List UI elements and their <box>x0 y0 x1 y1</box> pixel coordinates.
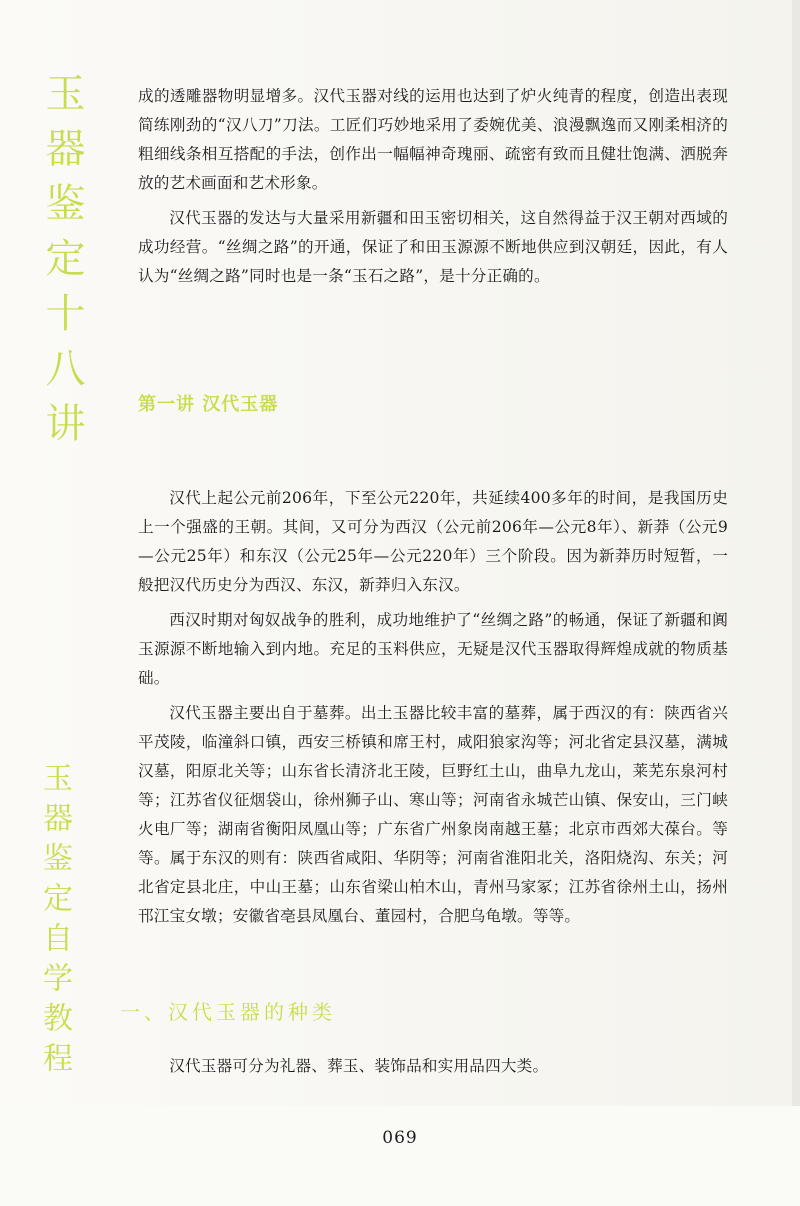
vertical-book-subtitle: 玉器鉴定自学教程 <box>37 762 72 1082</box>
vertical-book-title: 玉器鉴定十八讲 <box>39 72 85 457</box>
intro-text-block <box>138 82 728 297</box>
page-edge-shadow <box>792 0 800 1206</box>
page-number: 069 <box>382 1128 418 1148</box>
chapter-paragraph: 汉代玉器主要出自于墓葬。出土玉器比较丰富的墓葬，属于西汉的有：陕西省兴平茂陵，临潼斜口镇，西安三桥镇和席王村，咸阳狼家沟等；河北省定县汉墓，满城汉墓，阳原北关等；山东省长清济北王陵，巨野红土山，曲阜九龙山，莱芜东泉河村等；江苏省仪征烟袋山，徐州狮子山、寒山等；河南省永城芒山镇、保安山，三门峡火电厂等；湖南省衡阳凤凰山等；广东省广州象岗南越王墓；北京市西郊大葆台。等等。属于东汉的则有：陕西省咸阳、华阴等；河南省淮阳北关，洛阳烧沟、东关；河北省定县北庄，中山王墓；山东省梁山柏木山，青州马家冢；江苏省徐州土山，扬州邗江宝女墩；安徽省亳县凤凰台、董园村，合肥乌龟墩。等等。 <box>138 704 728 925</box>
section-heading: 一、汉代玉器的种类 <box>120 1000 336 1024</box>
chapter-paragraph: 汉代上起公元前206年，下至公元220年，共延续400多年的时间，是我国历史上一个强盛的王朝。其间，又可分为西汉（公元前206年—公元8年）、新莽（公元9—公元25年）和东汉（公元25年—公元220年）三个阶段。因为新莽历时短暂，一般把汉代历史分为西汉、东汉，新莽归入东汉。 <box>138 489 728 594</box>
intro-paragraph: 汉代玉器的发达与大量采用新疆和田玉密切相关，这自然得益于汉王朝对西域的成功经营。“丝绸之路”的开通，保证了和田玉源源不断地供应到汉朝廷，因此，有人认为“丝绸之路”同时也是一条“玉石之路”，是十分正确的。 <box>138 209 728 285</box>
chapter-text-block <box>138 484 728 937</box>
chapter-paragraph: 西汉时期对匈奴战争的胜利，成功地维护了“丝绸之路”的畅通，保证了新疆和阗玉源源不断地输入到内地。充足的玉料供应，无疑是汉代玉器取得辉煌成就的物质基础。 <box>138 611 728 687</box>
page-footer-area <box>0 1106 800 1206</box>
section-paragraph: 汉代玉器可分为礼器、葬玉、装饰品和实用品四大类。 <box>169 1057 549 1075</box>
intro-paragraph: 成的透雕器物明显增多。汉代玉器对线的运用也达到了炉火纯青的程度，创造出表现简练刚劲的“汉八刀”刀法。工匠们巧妙地采用了委婉优美、浪漫飘逸而又刚柔相济的粗细线条相互搭配的手法，创作出一幅幅神奇瑰丽、疏密有致而且健壮饱满、洒脱奔放的艺术画面和艺术形象。 <box>138 87 728 192</box>
chapter-heading: 第一讲 汉代玉器 <box>138 394 279 415</box>
section-text-block <box>138 1052 728 1087</box>
